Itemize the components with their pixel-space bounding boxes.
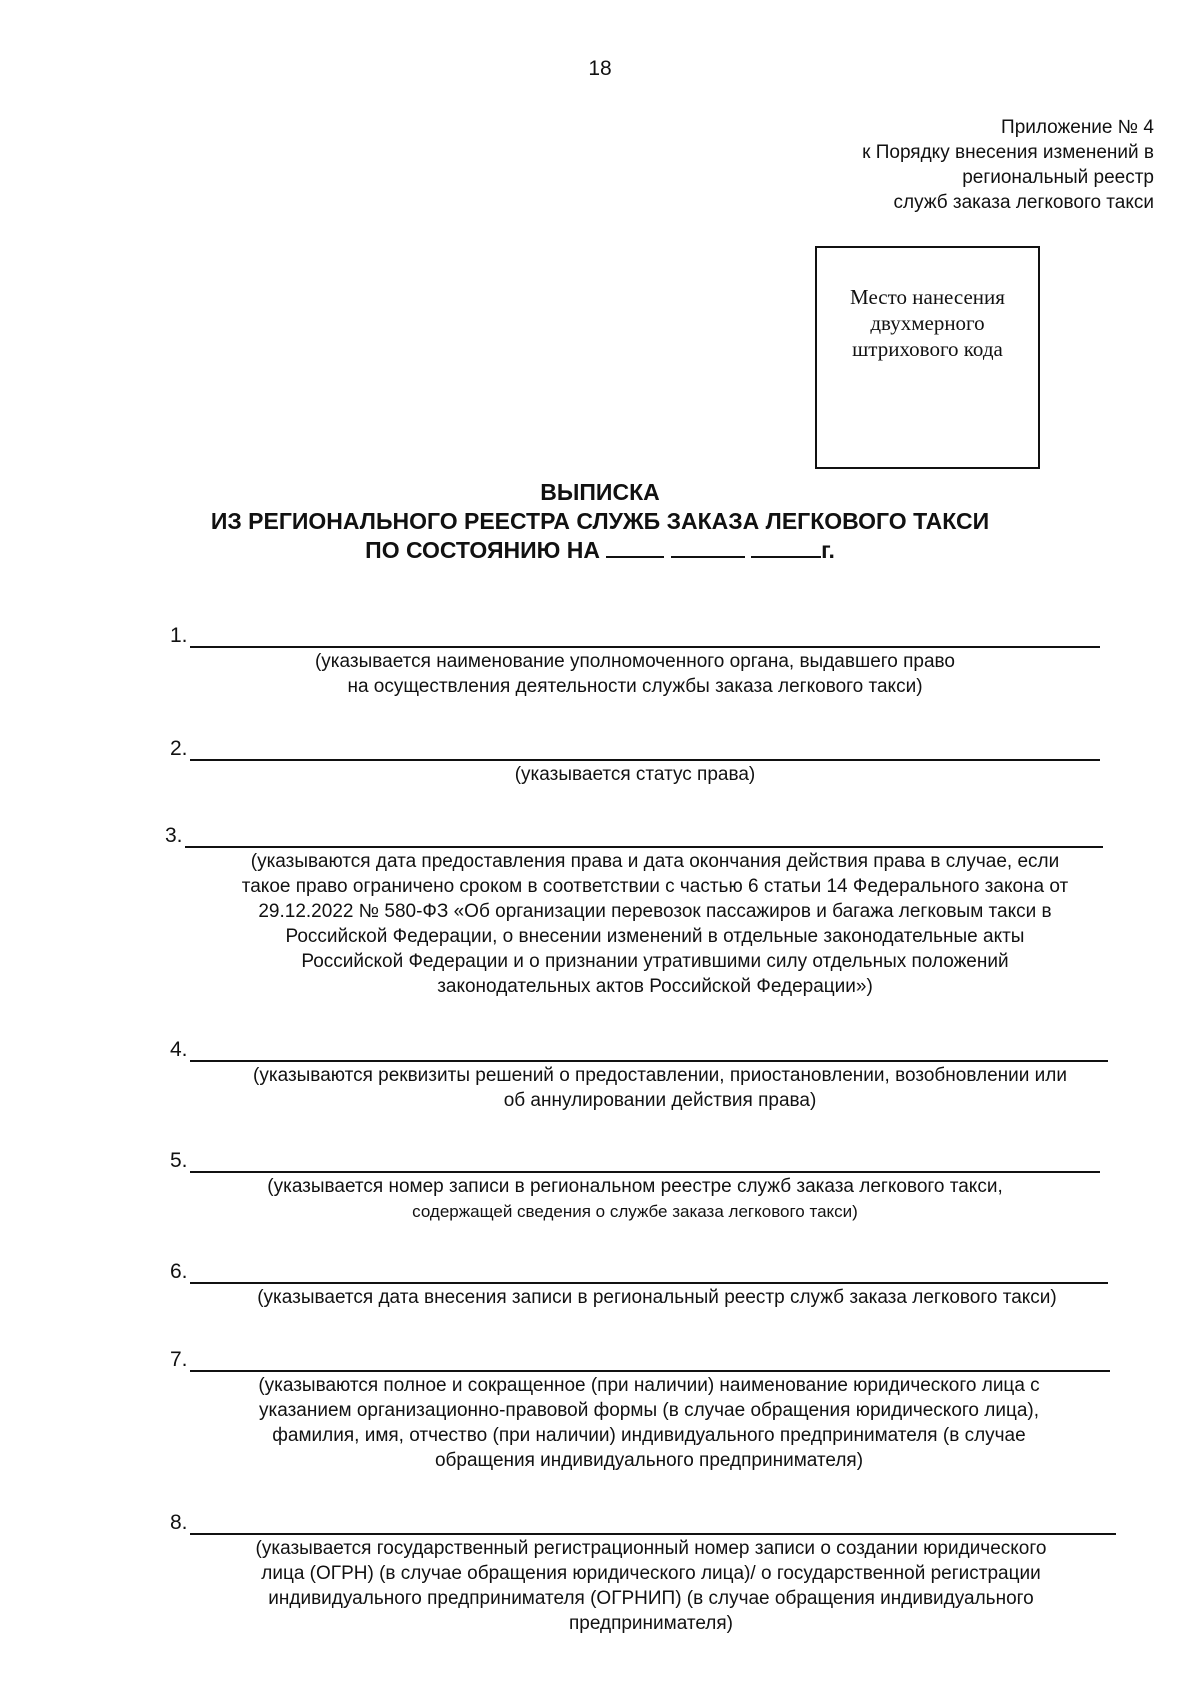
item-note-line: (указываются полное и сокращенное (при наличии) наименование юридического лица с [258, 1375, 1040, 1396]
item-fill-line [190, 1262, 1108, 1284]
item-note-line: (указывается номер записи в региональном реестре служб заказа легкового такси, [267, 1176, 1003, 1197]
form-item-8 [170, 1509, 1120, 1636]
item-number: 2. [170, 737, 188, 760]
item-note-line: содержащей сведения о службе заказа легкового такси) [412, 1202, 858, 1221]
item-number: 4. [170, 1038, 188, 1061]
item-fill-line [190, 1040, 1108, 1062]
item-note [165, 849, 1145, 999]
item-fill-line [190, 626, 1100, 648]
item-fill-line [190, 1513, 1116, 1535]
form-item-6 [170, 1258, 1130, 1310]
item-note-line: обращения индивидуального предпринимателя) [434, 1450, 864, 1471]
item-note-line: (указывается наименование уполномоченного органа, выдавшего право [314, 651, 956, 672]
appendix-line: региональный реестр [962, 167, 1154, 188]
form-item-4 [170, 1036, 1150, 1113]
item-note-line: на осуществления деятельности службы заказа легкового такси) [347, 676, 923, 697]
item-note-line: указанием организационно-правовой формы (в случае обращения юридического лица), [258, 1400, 1040, 1421]
item-note-line: об аннулировании действия права) [503, 1090, 817, 1111]
item-note [170, 1063, 1150, 1113]
item-fill-line [190, 1151, 1100, 1173]
form-item-3 [165, 822, 1145, 999]
title-date-suffix: г. [821, 537, 835, 563]
item-note [170, 649, 1100, 699]
item-note-line: законодательных актов Российской Федерации») [437, 976, 873, 997]
page-number: 18 [588, 57, 612, 80]
item-number: 8. [170, 1511, 188, 1534]
item-note-line: (указывается государственный регистрационный номер записи о создании юридического [255, 1538, 1047, 1559]
item-note-line: индивидуального предпринимателя (ОГРНИП) (в случае обращения индивидуального [268, 1588, 1034, 1609]
item-note [170, 1174, 1100, 1224]
item-number: 7. [170, 1348, 188, 1371]
item-note-line: (указывается статус права) [514, 764, 756, 785]
form-item-1 [170, 622, 1100, 699]
item-note-line: Российской Федерации, о внесении изменений в отдельные законодательные акты [285, 926, 1025, 947]
form-item-7 [170, 1346, 1110, 1473]
appendix-line: Приложение № 4 [1001, 117, 1154, 138]
form-item-2 [170, 735, 1100, 787]
item-note-line: такое право ограничено сроком в соответствии с частью 6 статьи 14 Федерального закона от [241, 876, 1069, 897]
item-note-line: (указываются дата предоставления права и дата окончания действия права в случае, если [250, 851, 1060, 872]
title-line-3 [0, 536, 1200, 565]
date-month-blank [671, 536, 745, 558]
form-item-5 [170, 1147, 1100, 1224]
item-number: 1. [170, 624, 188, 647]
item-number: 3. [165, 824, 183, 847]
item-note [170, 762, 1100, 787]
title-line-2: ИЗ РЕГИОНАЛЬНОГО РЕЕСТРА СЛУЖБ ЗАКАЗА ЛЕГКОВОГО ТАКСИ [210, 508, 990, 534]
item-note-line: Российской Федерации и о признании утратившими силу отдельных положений [301, 951, 1009, 972]
item-note-line: (указываются реквизиты решений о предоставлении, приостановлении, возобновлении или [253, 1065, 1067, 1086]
item-number: 5. [170, 1149, 188, 1172]
title-date-prefix: ПО СОСТОЯНИЮ НА [365, 537, 600, 563]
item-fill-line [185, 826, 1103, 848]
barcode-placeholder-box [815, 246, 1040, 469]
document-title [0, 478, 1200, 565]
item-fill-line [190, 1350, 1110, 1372]
item-note-line: фамилия, имя, отчество (при наличии) индивидуального предпринимателя (в случае [272, 1425, 1026, 1446]
barcode-box-line: двухмерного [870, 311, 985, 335]
item-fill-line [190, 739, 1100, 761]
barcode-box-line: штрихового кода [852, 337, 1003, 361]
item-note-line: предпринимателя) [568, 1613, 733, 1634]
item-note [170, 1373, 1110, 1473]
barcode-box-line: Место нанесения [850, 285, 1005, 309]
item-note [170, 1536, 1120, 1636]
item-note-line: лица (ОГРН) (в случае обращения юридического лица)/ о государственной регистрации [261, 1563, 1041, 1584]
appendix-header [694, 115, 1154, 215]
date-day-blank [606, 536, 664, 558]
item-note [170, 1285, 1130, 1310]
appendix-line: служб заказа легкового такси [893, 192, 1154, 213]
item-note-line: (указывается дата внесения записи в региональный реестр служб заказа легкового такси) [257, 1287, 1057, 1308]
item-number: 6. [170, 1260, 188, 1283]
title-line-1: ВЫПИСКА [540, 479, 660, 505]
appendix-line: к Порядку внесения изменений в [862, 142, 1154, 163]
item-note-line: 29.12.2022 № 580-ФЗ «Об организации перевозок пассажиров и багажа легковым такси в [258, 901, 1052, 922]
date-year-blank [751, 536, 821, 558]
